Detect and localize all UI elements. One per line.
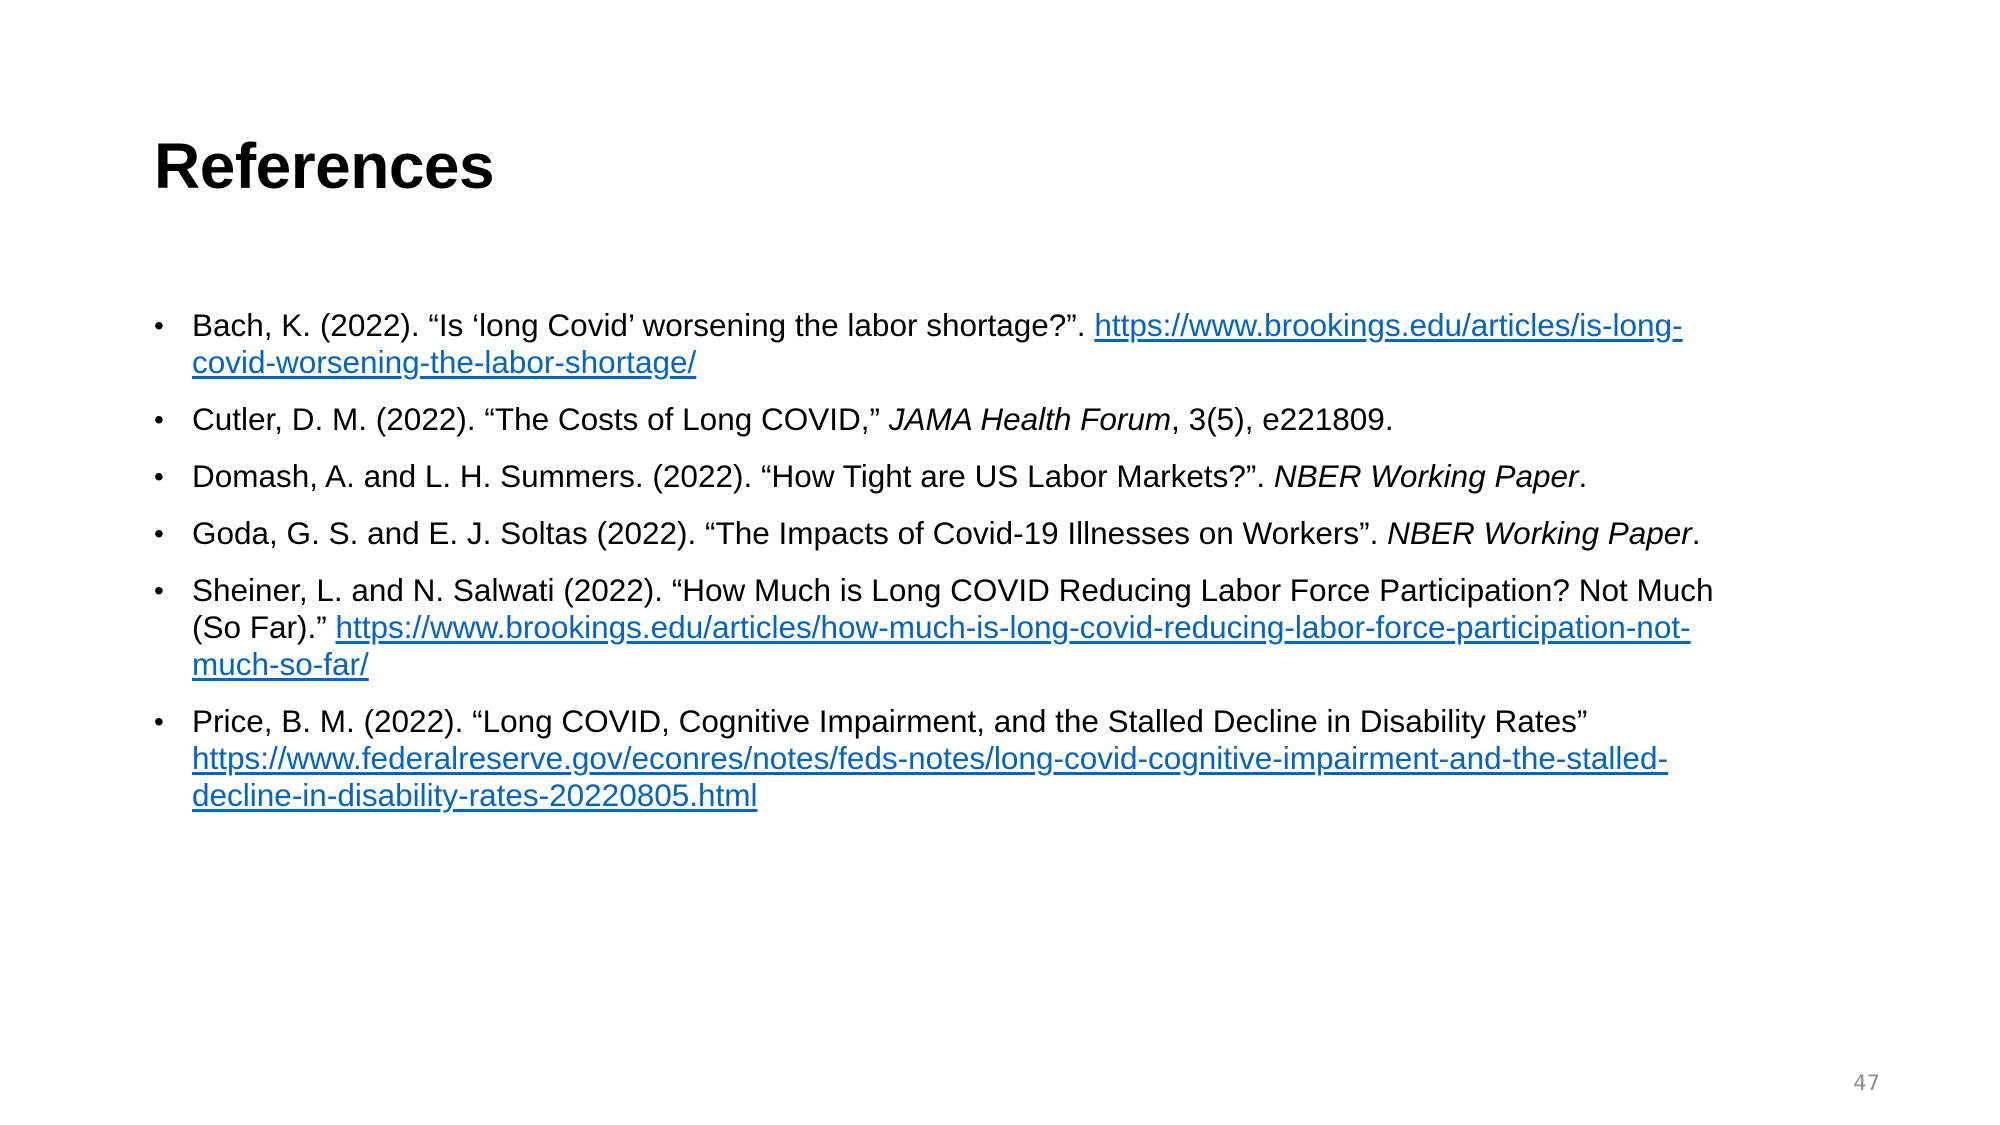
reference-details: .	[1578, 458, 1588, 494]
reference-link-text: much-so-far/	[192, 646, 369, 682]
reference-item	[154, 307, 1854, 381]
reference-link-text: decline-in-disability-rates-20220805.html	[192, 777, 758, 813]
bullet-icon: •	[154, 575, 164, 606]
reference-journal: JAMA Health Forum	[888, 401, 1172, 437]
bullet-icon: •	[154, 310, 164, 341]
reference-text: Price, B. M. (2022). “Long COVID, Cognitive Impairment, and the Stalled Decline in Disability Rates”	[192, 703, 1588, 739]
bullet-icon: •	[154, 518, 164, 549]
reference-text: (So Far).”	[192, 609, 336, 645]
reference-item	[154, 401, 1854, 438]
bullet-icon: •	[154, 706, 164, 737]
reference-link-text: covid-worsening-the-labor-shortage/	[192, 344, 697, 380]
reference-text: Domash, A. and L. H. Summers. (2022). “How Tight are US Labor Markets?”.	[192, 458, 1274, 494]
page-number: 47	[1853, 1071, 1880, 1095]
reference-link-text: https://www.brookings.edu/articles/is-long-	[1094, 307, 1683, 343]
slide-title: References	[154, 130, 495, 202]
reference-details: .	[1691, 515, 1701, 551]
reference-journal: NBER Working Paper	[1387, 515, 1692, 551]
reference-item	[154, 703, 1854, 814]
references-list	[154, 307, 1854, 814]
reference-text: Sheiner, L. and N. Salwati (2022). “How Much is Long COVID Reducing Labor Force Participation? Not Much	[192, 572, 1714, 608]
reference-text: Goda, G. S. and E. J. Soltas (2022). “The Impacts of Covid-19 Illnesses on Workers”.	[192, 515, 1388, 551]
reference-text: Bach, K. (2022). “Is ‘long Covid’ worsening the labor shortage?”.	[192, 307, 1095, 343]
bullet-icon: •	[154, 404, 164, 435]
reference-item	[154, 458, 1854, 495]
reference-item	[154, 515, 1854, 552]
reference-journal: NBER Working Paper	[1273, 458, 1579, 494]
reference-link[interactable]	[192, 609, 1691, 682]
reference-item	[154, 572, 1854, 683]
reference-link[interactable]	[192, 740, 1668, 813]
reference-details: , 3(5), e221809.	[1171, 401, 1394, 437]
bullet-icon: •	[154, 461, 164, 492]
reference-link-text: https://www.brookings.edu/articles/how-much-is-long-covid-reducing-labor-force-participation-not-	[335, 609, 1691, 645]
reference-link-text: https://www.federalreserve.gov/econres/notes/feds-notes/long-covid-cognitive-impairment-and-the-stalled-	[192, 740, 1668, 776]
reference-text: Cutler, D. M. (2022). “The Costs of Long COVID,”	[192, 401, 889, 437]
